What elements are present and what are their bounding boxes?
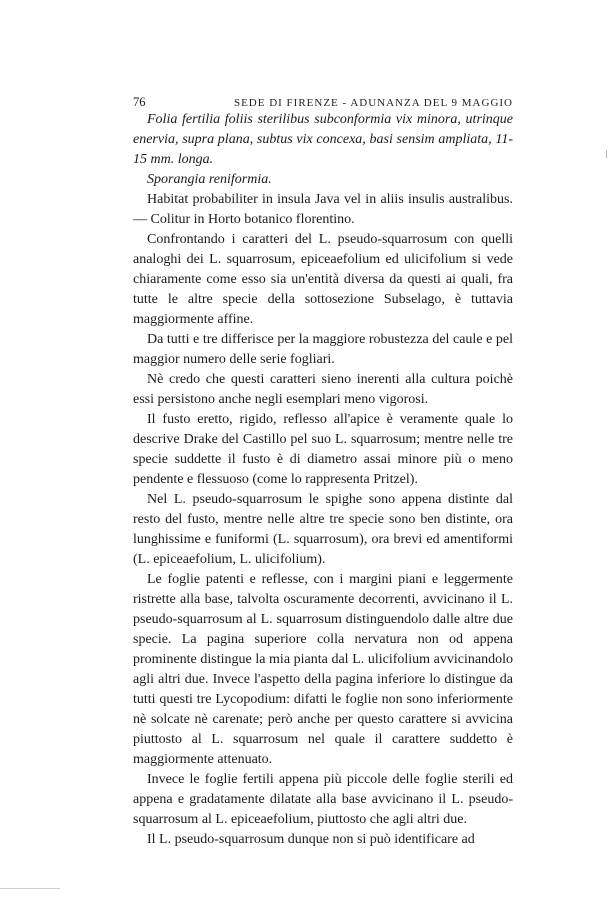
running-head: SEDE DI FIRENZE - ADUNANZA DEL 9 MAGGIO bbox=[233, 97, 513, 109]
latin-description-sporangia: Sporangia reniformia. bbox=[147, 172, 272, 187]
page-header bbox=[133, 95, 513, 110]
paragraph-habitat: Habitat probabiliter in insula Java vel in aliis insulis australibus. — Colitur in Horto botanico florentino. bbox=[133, 192, 513, 227]
scan-mark bbox=[606, 150, 607, 158]
scan-edge-line bbox=[0, 888, 60, 889]
paragraph-foglie-fertili: Invece le foglie fertili appena più piccole delle foglie sterili ed appena e gradatamente dilatate alla base avvicinano il L. pseudo-squarrosum al L. epiceaefolium, piuttosto che agli altri due. bbox=[133, 772, 513, 827]
body-text bbox=[133, 110, 513, 850]
latin-description-folia: Folia fertilia foliis sterilibus subconformia vix minora, utrinque enervia, supra plana, subtus vix concexa, basi sensim ampliata, 11-15 mm. longa. bbox=[133, 112, 513, 167]
paragraph-differenze: Da tutti e tre differisce per la maggiore robustezza del caule e pel maggior numero delle serie fogliari. bbox=[133, 332, 513, 367]
paragraph-confronto: Confrontando i caratteri del L. pseudo-squarrosum con quelli analoghi dei L. squarrosum, epiceaefolium ed ulicifolium si vede chiaramente come esso sia un'entità diversa da questi ai quali, fra tutte le altre specie della sottosezione Subselago, è tuttavia maggiormente affine. bbox=[133, 232, 513, 327]
page-number: 76 bbox=[133, 95, 146, 109]
paragraph-spighe: Nel L. pseudo-squarrosum le spighe sono appena distinte dal resto del fusto, mentre nelle altre tre specie sono ben distinte, ora lunghissime e funiformi (L. squarrosum), ora brevi ed amentiformi (L. epiceaefolium, L. ulicifolium). bbox=[133, 492, 513, 567]
paragraph-conclusione: Il L. pseudo-squarrosum dunque non si può identificare ad bbox=[147, 832, 475, 847]
paragraph-cultura: Nè credo che questi caratteri sieno inerenti alla cultura poichè essi persistono anche negli esemplari meno vigorosi. bbox=[133, 372, 513, 407]
paragraph-fusto: Il fusto eretto, rigido, reflesso all'apice è veramente quale lo descrive Drake del Castillo pel suo L. squarrosum; mentre nelle tre specie suddette il fusto è di diametro assai minore più o meno pendente e flessuoso (come lo rappresenta Pritzel). bbox=[133, 412, 513, 487]
paragraph-foglie: Le foglie patenti e reflesse, con i margini piani e leggermente ristrette alla base, talvolta oscuramente decorrenti, avvicinano il L. pseudo-squarrosum al L. squarrosum distinguendolo dalle altre due specie. La pagina superiore colla nervatura non od appena prominente distingue la mia pianta dal L. ulicifolium avvicinandolo agli altri due. Invece l'aspetto della pagina inferiore lo distingue da tutti questi tre Lycopodium: difatti le foglie non sono inferiormente nè solcate nè carenate; però anche per questo carattere si avvicina piuttosto al L. squarrosum nel quale il carattere suddetto è maggiormente attenuato. bbox=[133, 572, 513, 767]
